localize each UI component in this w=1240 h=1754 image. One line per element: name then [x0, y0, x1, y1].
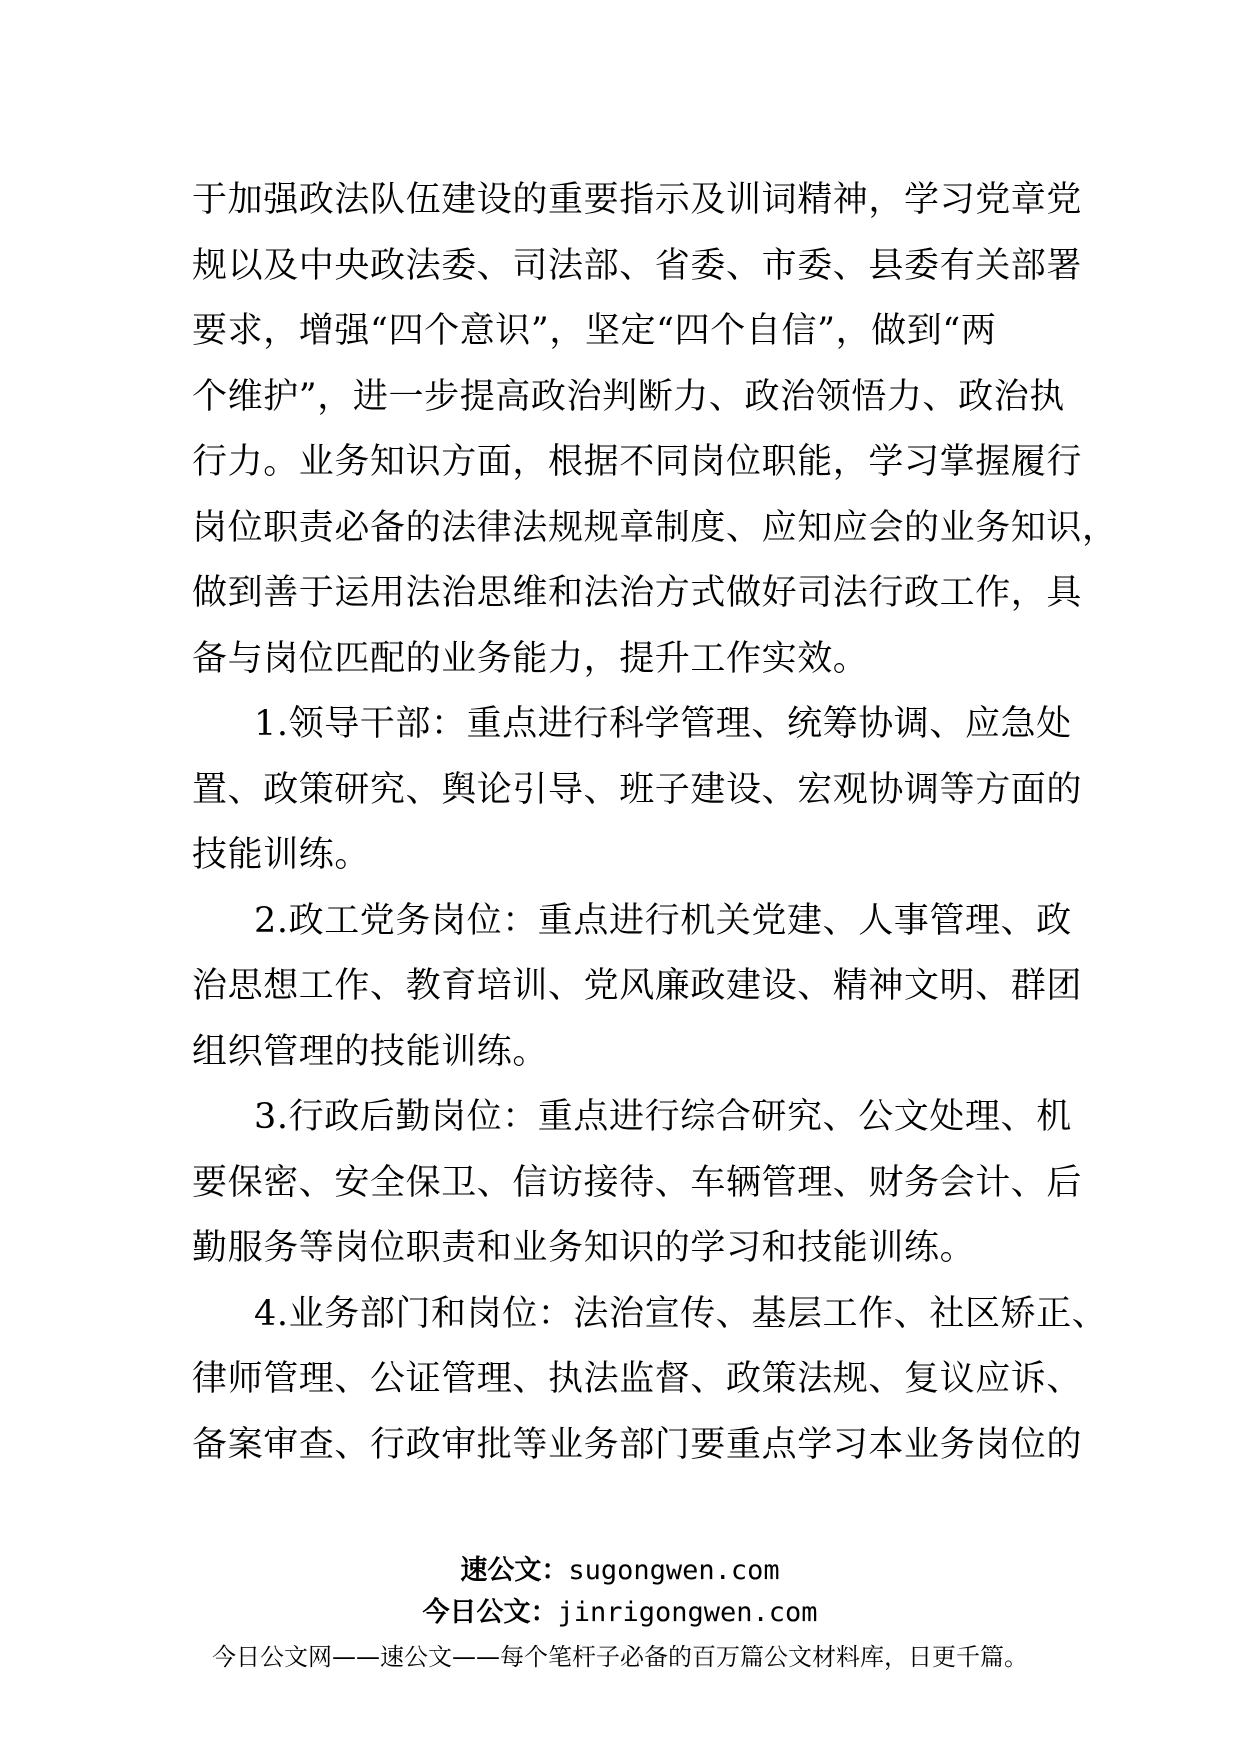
item-2-line: 2.政工党务岗位：重点进行机关党建、人事管理、政 [254, 900, 1072, 941]
item-3-line: 要保密、安全保卫、信访接待、车辆管理、财务会计、后 [192, 1162, 1083, 1203]
footer-site-link[interactable]: jinrigongwen.com [557, 1597, 818, 1628]
body-line: 做到善于运用法治思维和法治方式做好司法行政工作，具 [192, 573, 1083, 613]
footer-line-jinrigongwen [0, 1590, 1240, 1629]
item-1-line: 1.领导干部：重点进行科学管理、统筹协调、应急处 [254, 704, 1072, 744]
body-line: 于加强政法队伍建设的重要指示及训词精神，学习党章党 [192, 180, 1083, 220]
footer-site-link[interactable]: sugongwen.com [568, 1555, 780, 1586]
document-body [192, 168, 1118, 1478]
item-3-line: 3.行政后勤岗位：重点进行综合研究、公文处理、机 [254, 1097, 1072, 1137]
footer-label: 速公文： [460, 1555, 569, 1586]
footer-slogan: 今日公文网——速公文——每个笔杆子必备的百万篇公文材料库，日更千篇。 [212, 1643, 1028, 1671]
item-2-line: 治思想工作、教育培训、党风廉政建设、精神文明、群团 [192, 966, 1083, 1006]
item-4-line: 备案审查、行政审批等业务部门要重点学习本业务岗位的 [192, 1424, 1083, 1465]
footer-label: 今日公文： [422, 1597, 558, 1628]
body-line: 行力。业务知识方面，根据不同岗位职能，学习掌握履行 [192, 442, 1083, 482]
item-1-line: 置、政策研究、舆论引导、班子建设、宏观协调等方面的 [192, 769, 1083, 810]
body-line: 规以及中央政法委、司法部、省委、市委、县委有关部署 [192, 245, 1083, 286]
item-3-line: 勤服务等岗位职责和业务知识的学习和技能训练。 [192, 1228, 976, 1268]
item-2-line: 组织管理的技能训练。 [192, 1031, 549, 1072]
item-4-line: 4.业务部门和岗位：法治宣传、基层工作、社区矫正、 [254, 1293, 1108, 1334]
body-line: 要求，增强“四个意识”，坚定“四个自信”，做到“两 [192, 311, 997, 351]
body-line: 备与岗位匹配的业务能力，提升工作实效。 [192, 638, 869, 679]
body-line: 个维护”，进一步提高政治判断力、政治领悟力、政治执 [192, 376, 1065, 417]
body-line: 岗位职责必备的法律法规规章制度、应知应会的业务知识， [192, 507, 1118, 548]
item-1-line: 技能训练。 [192, 835, 371, 875]
item-4-line: 律师管理、公证管理、执法监督、政策法规、复议应诉、 [192, 1359, 1083, 1399]
footer-line-sugongwen [0, 1548, 1240, 1587]
